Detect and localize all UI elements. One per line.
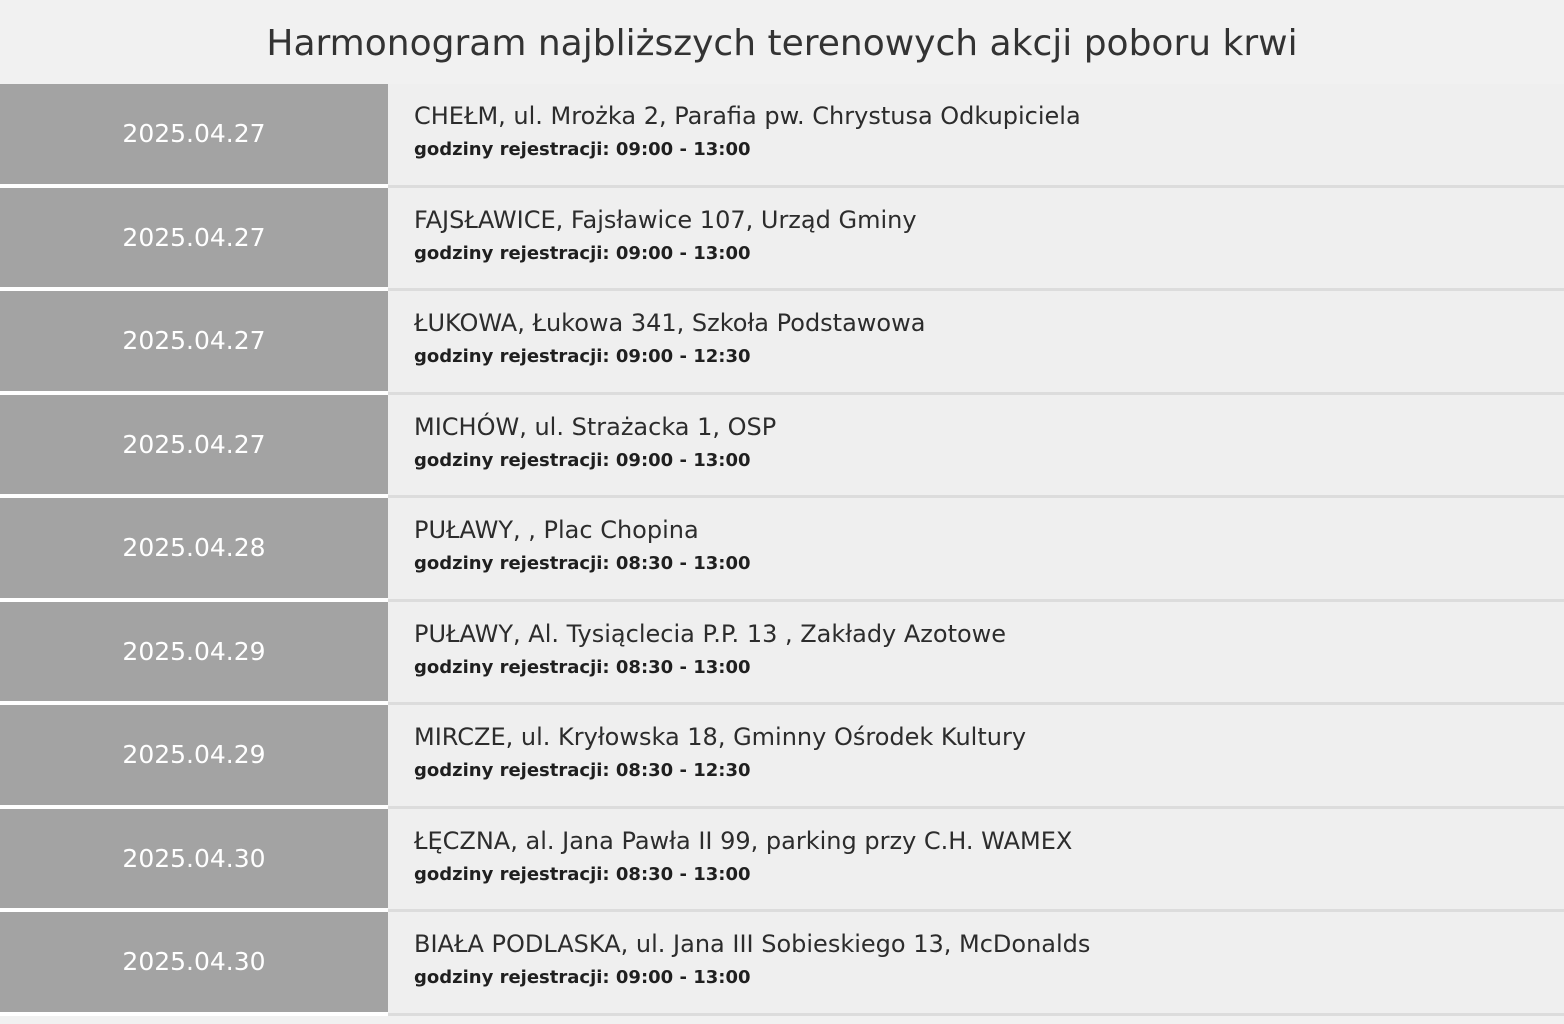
event-info [388, 705, 1564, 809]
event-info [388, 395, 1564, 499]
event-hours [414, 243, 1564, 264]
event-date: 2025.04.27 [0, 84, 388, 188]
schedule-table [0, 84, 1564, 1016]
hours-label: godziny rejestracji: [414, 656, 610, 678]
event-location: ŁUKOWA, Łukowa 341, Szkoła Podstawowa [414, 309, 926, 337]
schedule-row[interactable] [0, 395, 1564, 499]
hours-value: 09:00 - 13:00 [615, 139, 751, 160]
event-date: 2025.04.29 [0, 705, 388, 809]
event-date: 2025.04.27 [0, 395, 388, 499]
event-location: BIAŁA PODLASKA, ul. Jana III Sobieskiego 13, McDonalds [414, 930, 1091, 958]
event-hours [414, 760, 1564, 781]
hours-label: godziny rejestracji: [414, 139, 610, 160]
event-location: CHEŁM, ul. Mrożka 2, Parafia pw. Chrystusa Odkupiciela [414, 102, 1081, 130]
hours-label: godziny rejestracji: [414, 967, 610, 988]
event-hours [414, 450, 1564, 471]
event-hours [414, 864, 1564, 885]
event-location: PUŁAWY, , Plac Chopina [414, 516, 699, 544]
event-hours [414, 657, 1564, 678]
event-date: 2025.04.27 [0, 188, 388, 292]
event-hours [414, 139, 1564, 160]
hours-value: 08:30 - 13:00 [615, 553, 751, 574]
page-title: Harmonogram najbliższych terenowych akcji poboru krwi [266, 22, 1298, 64]
event-location: MICHÓW, ul. Strażacka 1, OSP [414, 412, 777, 441]
hours-label: godziny rejestracji: [414, 242, 610, 264]
event-hours [414, 553, 1564, 574]
event-location: FAJSŁAWICE, Fajsławice 107, Urząd Gminy [414, 205, 917, 234]
event-location: MIRCZE, ul. Kryłowska 18, Gminny Ośrodek Kultury [414, 723, 1027, 751]
hours-value: 09:00 - 13:00 [615, 967, 751, 988]
event-date: 2025.04.27 [0, 291, 388, 395]
event-date: 2025.04.28 [0, 498, 388, 602]
event-hours [414, 967, 1564, 988]
schedule-row[interactable] [0, 705, 1564, 809]
hours-label: godziny rejestracji: [414, 346, 610, 367]
event-date: 2025.04.30 [0, 809, 388, 913]
schedule-row[interactable] [0, 912, 1564, 1016]
event-info [388, 498, 1564, 602]
schedule-row[interactable] [0, 188, 1564, 292]
hours-value: 08:30 - 13:00 [615, 656, 751, 678]
event-location: ŁĘCZNA, al. Jana Pawła II 99, parking przy C.H. WAMEX [414, 826, 1073, 855]
schedule-row[interactable] [0, 84, 1564, 188]
event-info [388, 912, 1564, 1016]
event-info [388, 84, 1564, 188]
hours-value: 09:00 - 13:00 [615, 449, 751, 471]
event-hours [414, 346, 1564, 367]
schedule-row[interactable] [0, 498, 1564, 602]
event-info [388, 809, 1564, 913]
schedule-row[interactable] [0, 809, 1564, 913]
hours-label: godziny rejestracji: [414, 553, 610, 574]
hours-label: godziny rejestracji: [414, 760, 610, 781]
schedule-row[interactable] [0, 602, 1564, 706]
hours-value: 08:30 - 12:30 [615, 760, 751, 781]
event-date: 2025.04.29 [0, 602, 388, 706]
hours-label: godziny rejestracji: [414, 863, 610, 885]
hours-value: 09:00 - 13:00 [615, 242, 751, 264]
hours-value: 09:00 - 12:30 [615, 346, 751, 367]
schedule-row[interactable] [0, 291, 1564, 395]
event-info [388, 188, 1564, 292]
hours-label: godziny rejestracji: [414, 449, 610, 471]
event-date: 2025.04.30 [0, 912, 388, 1016]
event-info [388, 291, 1564, 395]
event-location: PUŁAWY, Al. Tysiąclecia P.P. 13 , Zakłady Azotowe [414, 619, 1007, 648]
hours-value: 08:30 - 13:00 [615, 863, 751, 885]
event-info [388, 602, 1564, 706]
